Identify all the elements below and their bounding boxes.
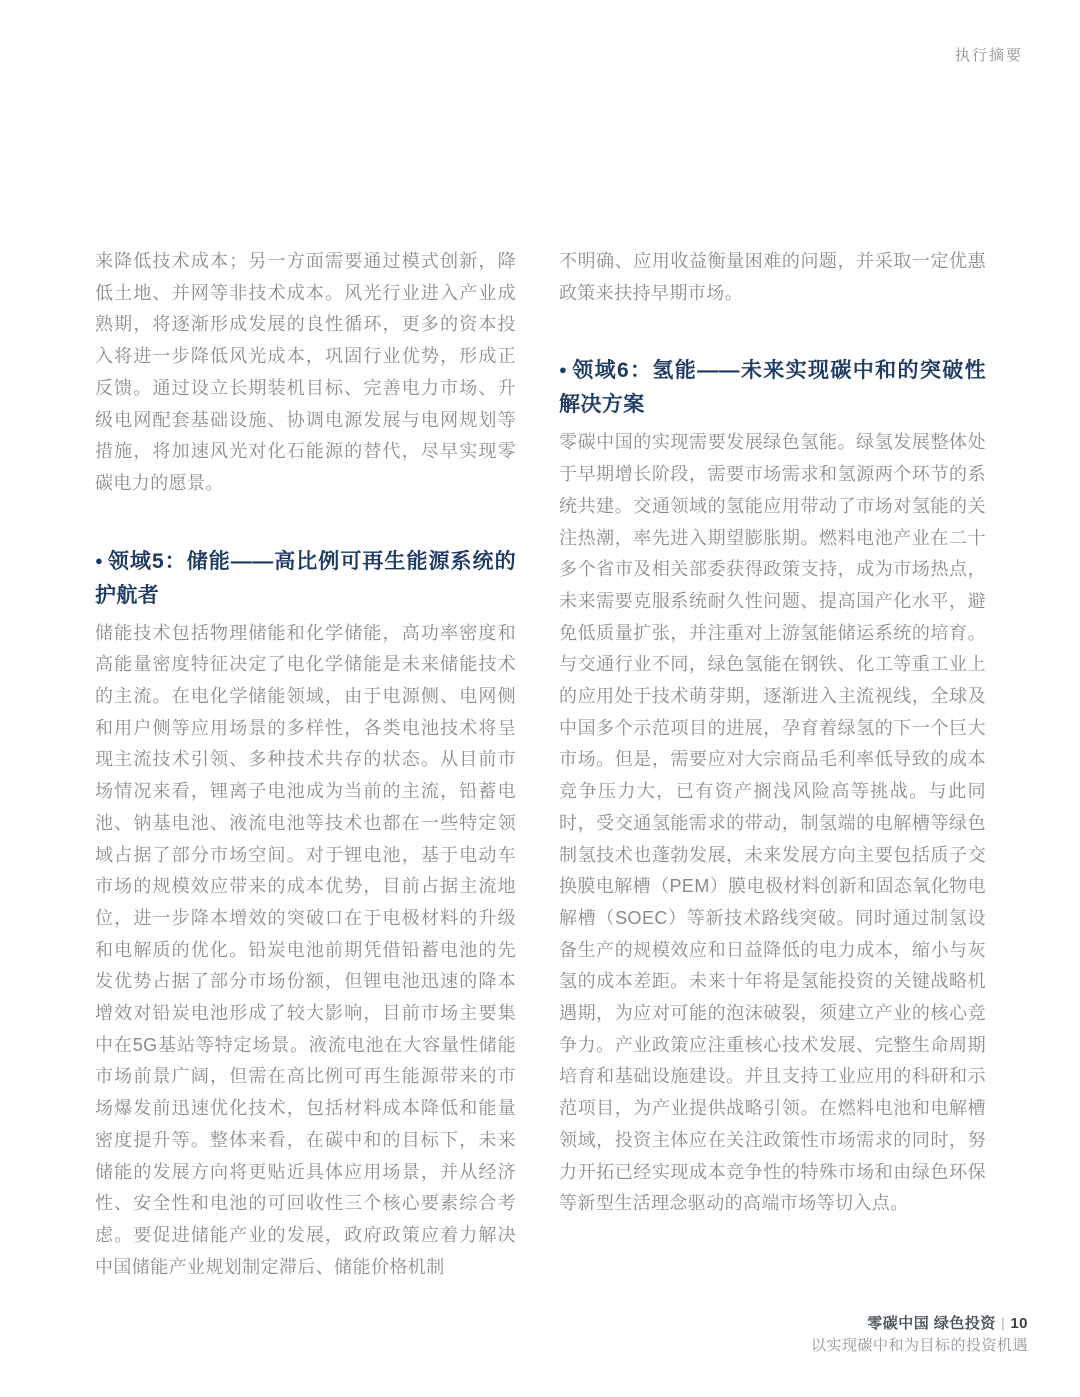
section-heading-5: [95, 546, 516, 612]
left-paragraph-1: 来降低技术成本；另一方面需要通过模式创新，降低土地、并网等非技术成本。风光行业进入产业成熟期，将逐渐形成发展的良性循环，更多的资本投入将进一步降低风光成本，巩固行业优势，形成正反馈。通过设立长期装机目标、完善电力市场、升级电网配套基础设施、协调电源发展与电网规划等措施，将加速风光对化石能源的替代，尽早实现零碳电力的愿景。: [95, 251, 516, 493]
bullet-icon: ●: [559, 362, 569, 378]
right-paragraph-2: 零碳中国的实现需要发展绿色氢能。绿氢发展整体处于早期增长阶段，需要市场需求和氢源两个环节的系统共建。交通领域的氢能应用带动了市场对氢能的关注热潮，率先进入期望膨胀期。燃料电池产业在二十多个省市及相关部委获得政策支持，成为市场热点，未来需要克服系统耐久性问题、提高国产化水平，避免低质量扩张，并注重对上游氢能储运系统的培育。与交通行业不同，绿色氢能在钢铁、化工等重工业上的应用处于技术萌芽期，逐渐进入主流视线，全球及中国多个示范项目的进展，孕育着绿氢的下一个巨大市场。但是，需要应对大宗商品毛利率低导致的成本竞争压力大，已有资产搁浅风险高等挑战。与此同时，受交通氢能需求的带动，制氢端的电解槽等绿色制氢技术也蓬勃发展，未来发展方向主要包括质子交换膜电解槽（PEM）膜电极材料创新和固态氧化物电解槽（SOEC）等新技术路线突破。同时通过制氢设备生产的规模效应和日益降低的电力成本，缩小与灰氢的成本差距。未来十年将是氢能投资的关键战略机遇期，为应对可能的泡沫破裂，须建立产业的核心竞争力。产业政策应注重核心技术发展、完整生命周期培育和基础设施建设。并且支持工业应用的科研和示范项目，为产业提供战略引领。在燃料电池和电解槽领域，投资主体应在关注政策性市场需求的同时，努力开拓已经实现成本竞争性的特殊市场和由绿色环保等新型生活理念驱动的高端市场等切入点。: [559, 432, 986, 1214]
page-number: 10: [1010, 1315, 1028, 1332]
footer-subtitle: 以实现碳中和为目标的投资机遇: [810, 1337, 1028, 1354]
left-paragraph-2: 储能技术包括物理储能和化学储能，高功率密度和高能量密度特征决定了电化学储能是未来储能技术的主流。在电化学储能领域，由于电源侧、电网侧和用户侧等应用场景的多样性，各类电池技术将呈现主流技术引领、多种技术共存的状态。从目前市场情况来看，锂离子电池成为当前的主流，铅蓄电池、钠基电池、液流电池等技术也都在一些特定领域占据了部分市场空间。对于锂电池，基于电动车市场的规模效应带来的成本优势，目前占据主流地位，进一步降本增效的突破口在于电极材料的升级和电解质的优化。铅炭电池前期凭借铅蓄电池的先发优势占据了部分市场份额，但锂电池迅速的降本增效对铅炭电池形成了较大影响，目前市场主要集中在5G基站等特定场景。液流电池在大容量性储能市场前景广阔，但需在高比例可再生能源带来的市场爆发前迅速优化技术，包括材料成本降低和能量密度提升等。整体来看，在碳中和的目标下，未来储能的发展方向将更贴近具体应用场景，并从经济性、安全性和电池的可回收性三个核心要素综合考虑。要促进储能产业的发展，政府政策应着力解决中国储能产业规划制定滞后、储能价格机制: [95, 622, 516, 1277]
section-heading-6-text: 领域6：氢能——未来实现碳中和的突破性解决方案: [559, 359, 986, 417]
right-paragraph-1: 不明确、应用收益衡量困难的问题，并采取一定优惠政策来扶持早期市场。: [559, 251, 986, 303]
footer-report-title: 零碳中国 绿色投资: [867, 1315, 996, 1332]
section-heading-5-text: 领域5：储能——高比例可再生能源系统的护航者: [95, 549, 516, 607]
footer-title-line: [811, 1313, 1028, 1335]
right-column: [559, 246, 986, 1220]
left-column: [95, 246, 516, 1283]
footer-separator: |: [1000, 1315, 1006, 1332]
header-section-label: 执行摘要: [954, 47, 1023, 64]
page-header: [955, 44, 1023, 65]
section-heading-6: [559, 355, 986, 421]
page-footer: [811, 1313, 1028, 1357]
bullet-icon: ●: [95, 552, 104, 568]
